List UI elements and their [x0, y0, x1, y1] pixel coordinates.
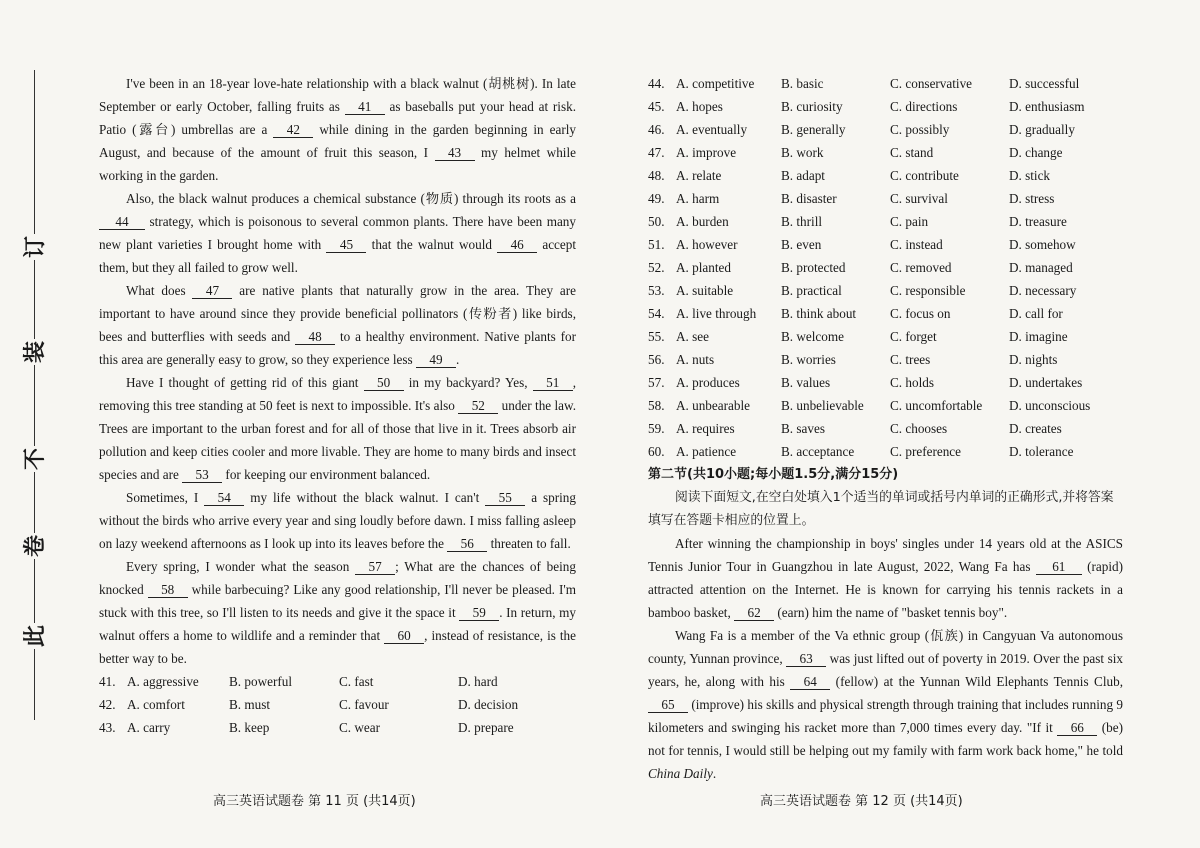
passage-paragraph: After winning the championship in boys' singles under 14 years old at the ASICS Tennis Junior Tour in Guangzhou in late August, 2022, Wang Fa has 61 (rapid) attracted attention on the Internet. He is known for carrying his tennis rackets in a bamboo basket, 62 (earn) him the name of "basket tennis boy". — [648, 536, 1123, 620]
question-number: 46. — [648, 122, 665, 137]
question-number: 59. — [648, 421, 665, 436]
option-row — [648, 118, 1123, 141]
option-c: C. uncomfortable — [890, 398, 983, 413]
option-a: A. planted — [676, 260, 731, 275]
option-c: C. preference — [890, 444, 962, 459]
binding-char: 装 — [22, 341, 48, 364]
option-a: A. unbearable — [676, 398, 750, 413]
answer-blank: 59 — [459, 605, 499, 621]
option-b: B. generally — [781, 122, 846, 137]
option-a: A. live through — [676, 306, 757, 321]
option-b: B. disaster — [781, 191, 837, 206]
left-column — [99, 72, 576, 739]
option-c: C. pain — [890, 214, 929, 229]
option-d: D. prepare — [458, 720, 514, 735]
answer-blank: 45 — [326, 237, 366, 253]
option-d: D. stick — [1009, 168, 1051, 183]
option-a: A. requires — [676, 421, 735, 436]
option-row — [99, 693, 576, 716]
binding-char: 卷 — [22, 535, 48, 558]
option-c: C. focus on — [890, 306, 951, 321]
option-row — [648, 279, 1123, 302]
question-number: 60. — [648, 444, 665, 459]
answer-blank: 41 — [345, 99, 385, 115]
right-column — [648, 72, 1123, 785]
option-d: D. change — [1009, 145, 1063, 160]
answer-blank: 48 — [295, 329, 335, 345]
option-b: B. work — [781, 145, 824, 160]
section-title: 第二节(共10小题;每小题1.5分,满分15分) — [648, 467, 899, 482]
passage-paragraph: Sometimes, I 54 my life without the black walnut. I can't 55 a spring without the birds who arrive every year and sing loudly before dawn. I miss falling asleep on lazy weekend afternoons as I look up into its leaves before the 56 threaten to fall. — [99, 490, 576, 551]
option-b: B. basic — [781, 76, 824, 91]
passage-paragraph: Also, the black walnut produces a chemical substance (物质) through its roots as a 44 strategy, which is poisonous to several common plants. There have been many new plant varieties I brought home with 45 that the walnut would 46 accept them, but they all failed to grow well. — [99, 191, 577, 275]
question-number: 50. — [648, 214, 665, 229]
option-c: C. conservative — [890, 76, 973, 91]
binding-char: 此 — [22, 625, 48, 648]
binding-char: 订 — [22, 236, 48, 259]
answer-blank: 65 — [648, 697, 688, 713]
question-number: 57. — [648, 375, 665, 390]
option-b: B. values — [781, 375, 831, 390]
option-d: D. successful — [1009, 76, 1080, 91]
question-number: 51. — [648, 237, 665, 252]
option-b: B. curiosity — [781, 99, 843, 114]
option-a: A. however — [676, 237, 738, 252]
question-number: 48. — [648, 168, 665, 183]
answer-blank: 54 — [204, 490, 244, 506]
option-row — [648, 72, 1123, 95]
answer-blank: 55 — [485, 490, 525, 506]
option-row — [648, 95, 1123, 118]
option-row — [648, 440, 1123, 463]
option-row — [648, 371, 1123, 394]
option-a: A. comfort — [127, 697, 185, 712]
answer-blank: 57 — [355, 559, 395, 575]
answer-blank: 49 — [416, 352, 456, 368]
answer-blank: 66 — [1057, 720, 1097, 736]
option-d: D. imagine — [1009, 329, 1068, 344]
option-c: C. survival — [890, 191, 948, 206]
page-footer: 高三英语试题卷 第 12 页 (共14页) — [760, 794, 963, 809]
question-number: 56. — [648, 352, 665, 367]
question-number: 44. — [648, 76, 665, 91]
option-b: B. keep — [229, 720, 270, 735]
option-b: B. worries — [781, 352, 836, 367]
option-d: D. creates — [1009, 421, 1062, 436]
question-number: 43. — [99, 720, 116, 735]
option-d: D. treasure — [1009, 214, 1067, 229]
option-row — [648, 348, 1123, 371]
option-a: A. burden — [676, 214, 729, 229]
option-a: A. carry — [127, 720, 171, 735]
option-row — [99, 670, 576, 693]
option-c: C. stand — [890, 145, 934, 160]
option-d: D. tolerance — [1009, 444, 1074, 459]
question-number: 54. — [648, 306, 665, 321]
option-row — [648, 233, 1123, 256]
option-c: C. responsible — [890, 283, 966, 298]
question-number: 58. — [648, 398, 665, 413]
answer-blank: 44 — [99, 214, 145, 230]
option-a: A. harm — [676, 191, 720, 206]
option-row — [99, 716, 576, 739]
option-b: B. saves — [781, 421, 825, 436]
answer-blank: 61 — [1036, 559, 1082, 575]
option-b: B. adapt — [781, 168, 825, 183]
option-a: A. patience — [676, 444, 737, 459]
binding-char: 不 — [22, 448, 48, 471]
option-a: A. hopes — [676, 99, 723, 114]
option-d: D. stress — [1009, 191, 1055, 206]
question-number: 53. — [648, 283, 665, 298]
option-a: A. see — [676, 329, 709, 344]
option-a: A. eventually — [676, 122, 748, 137]
option-a: A. aggressive — [127, 674, 199, 689]
passage-paragraph: Have I thought of getting rid of this giant 50 in my backyard? Yes, 51 , removing this tree standing at 50 feet is next to impossible. It's also 52 under the law. Trees are important to the urban forest and for all of those that live in it. Trees absorb air pollution and keep cities cooler and more livable. They are home to many birds and insect species and are 53 for keeping our environment balanced. — [99, 375, 576, 482]
binding-margin — [0, 0, 88, 848]
question-number: 49. — [648, 191, 665, 206]
option-c: C. removed — [890, 260, 952, 275]
option-c: C. possibly — [890, 122, 950, 137]
option-c: C. contribute — [890, 168, 959, 183]
question-number: 52. — [648, 260, 665, 275]
option-d: D. decision — [458, 697, 519, 712]
answer-blank: 52 — [458, 398, 498, 414]
option-c: C. trees — [890, 352, 931, 367]
option-d: D. enthusiasm — [1009, 99, 1085, 114]
option-c: C. favour — [339, 697, 389, 712]
answer-blank: 43 — [435, 145, 475, 161]
option-b: B. acceptance — [781, 444, 855, 459]
option-c: C. chooses — [890, 421, 948, 436]
option-d: D. hard — [458, 674, 498, 689]
option-d: D. gradually — [1009, 122, 1075, 137]
option-c: C. fast — [339, 674, 374, 689]
option-b: B. practical — [781, 283, 842, 298]
section-instructions: 阅读下面短文,在空白处填入1个适当的单词或括号内单词的正确形式,并将答案填写在答题卡相应的位置上。 — [648, 490, 1114, 528]
answer-blank: 56 — [447, 536, 487, 552]
answer-blank: 63 — [786, 651, 826, 667]
option-d: D. managed — [1009, 260, 1073, 275]
option-a: A. suitable — [676, 283, 734, 298]
option-row — [648, 141, 1123, 164]
publication-name: China Daily — [648, 766, 713, 781]
option-c: C. directions — [890, 99, 958, 114]
answer-blank: 62 — [734, 605, 774, 621]
answer-blank: 46 — [497, 237, 537, 253]
option-row — [648, 302, 1123, 325]
question-number: 47. — [648, 145, 665, 160]
passage-paragraph: Every spring, I wonder what the season 57 ; What are the chances of being knocked 58 while barbecuing? Like any good relationship, I'll never be pleased. I'm stuck with this tree, so I'll listen to its needs and give it the space it 59 . In return, my walnut offers a home to wildlife and a reminder that 60 , instead of resistance, is the better way to be. — [99, 559, 577, 666]
question-number: 41. — [99, 674, 116, 689]
option-a: A. produces — [676, 375, 740, 390]
option-a: A. competitive — [676, 76, 755, 91]
question-number: 42. — [99, 697, 116, 712]
option-a: A. improve — [676, 145, 737, 160]
option-b: B. powerful — [229, 674, 292, 689]
answer-blank: 42 — [273, 122, 313, 138]
answer-blank: 64 — [790, 674, 830, 690]
question-number: 45. — [648, 99, 665, 114]
option-row — [648, 417, 1123, 440]
answer-blank: 50 — [364, 375, 404, 391]
option-d: D. somehow — [1009, 237, 1076, 252]
passage-paragraph: What does 47 are native plants that naturally grow in the area. They are important to have around since they provide beneficial pollinators (传粉者) like birds, bees and butterflies with seeds and 48 to a healthy environment. Native plants for this area are generally easy to grow, so they experience less 49 . — [99, 283, 576, 367]
option-row — [648, 164, 1123, 187]
answer-blank: 47 — [192, 283, 232, 299]
option-d: D. unconscious — [1009, 398, 1091, 413]
option-row — [648, 394, 1123, 417]
passage-paragraph: Wang Fa is a member of the Va ethnic group (佤族) in Cangyuan Va autonomous county, Yunnan province, 63 was just lifted out of poverty in 2019. Over the past six years, he, along with his 64 (fellow) at the Yunnan Wild Elephants Tennis Club, 65 (improve) his skills and physical strength through training that includes running 9 kilometers and swinging his racket more than 7,000 times every day. "If it 66 (be) not for tennis, I would still be helping out my family with farm work back home," he told China Daily. — [648, 628, 1123, 781]
page-footer: 高三英语试题卷 第 11 页 (共14页) — [213, 794, 416, 809]
option-a: A. relate — [676, 168, 722, 183]
option-row — [648, 210, 1123, 233]
option-c: C. wear — [339, 720, 381, 735]
answer-blank: 53 — [182, 467, 222, 483]
option-c: C. holds — [890, 375, 934, 390]
option-b: B. must — [229, 697, 271, 712]
option-b: B. think about — [781, 306, 857, 321]
question-number: 55. — [648, 329, 665, 344]
option-row — [648, 325, 1123, 348]
option-b: B. unbelievable — [781, 398, 864, 413]
options-list — [648, 72, 1123, 463]
option-row — [648, 187, 1123, 210]
option-c: C. instead — [890, 237, 943, 252]
option-d: D. necessary — [1009, 283, 1077, 298]
answer-blank: 60 — [384, 628, 424, 644]
passage-paragraph: I've been in an 18-year love-hate relationship with a black walnut (胡桃树). In late September or early October, falling fruits as 41 as baseballs put your head at risk. Patio (露台) umbrellas are a 42 while dining in the garden beginning in early August, and because of the amount of fruit this season, I 43 my helmet while working in the garden. — [99, 76, 576, 183]
option-b: B. welcome — [781, 329, 844, 344]
option-b: B. protected — [781, 260, 846, 275]
option-b: B. thrill — [781, 214, 823, 229]
option-a: A. nuts — [676, 352, 715, 367]
option-d: D. nights — [1009, 352, 1058, 367]
option-c: C. forget — [890, 329, 937, 344]
answer-blank: 51 — [533, 375, 573, 391]
answer-blank: 58 — [148, 582, 188, 598]
option-d: D. call for — [1009, 306, 1063, 321]
option-row — [648, 256, 1123, 279]
option-d: D. undertakes — [1009, 375, 1083, 390]
option-b: B. even — [781, 237, 822, 252]
